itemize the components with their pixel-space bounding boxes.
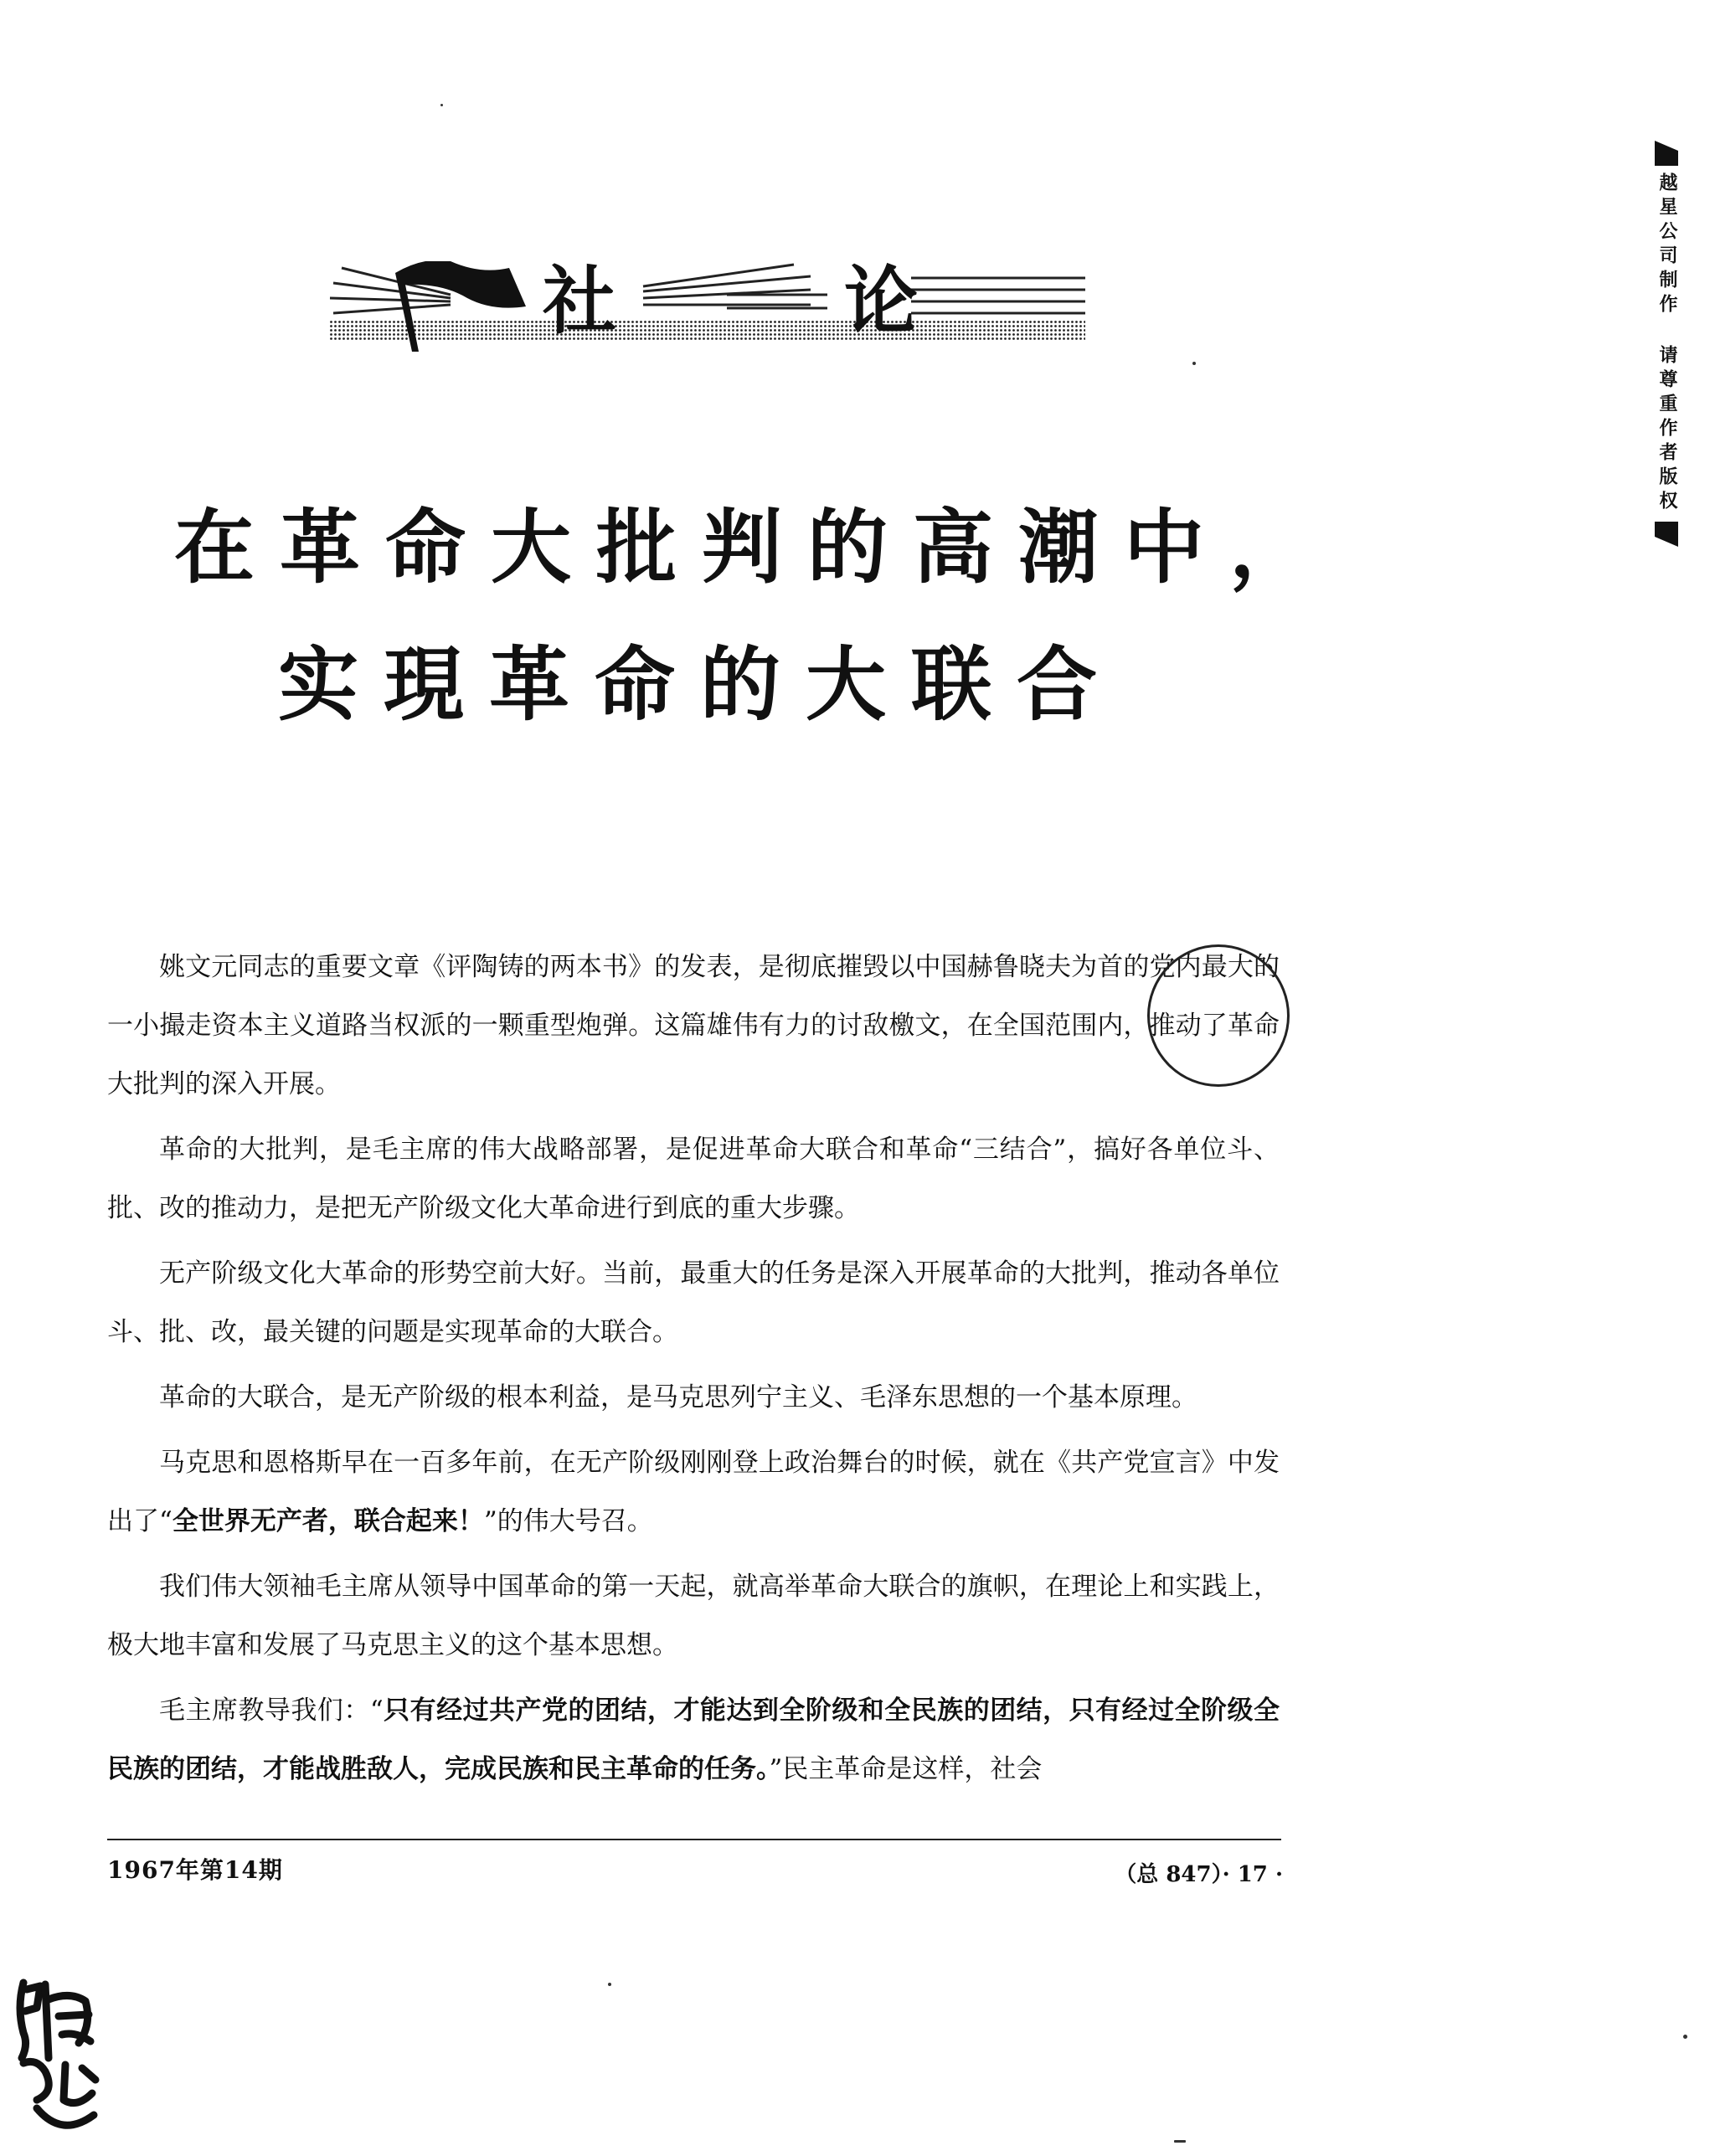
article-body [107, 938, 1280, 1805]
copyright-strip [1651, 141, 1682, 547]
strip-marker-top [1655, 141, 1678, 166]
scan-speck [1174, 2140, 1186, 2143]
scan-speck [608, 1983, 611, 1986]
paragraph-text: 无产阶级文化大革命的形势空前大好。当前，最重大的任务是深入开展革命的大批判，推动各单位斗、批、改，最关键的问题是实现革命的大联合。 [107, 1258, 1280, 1347]
footer-rule [107, 1839, 1281, 1840]
quotation-bold: 只有经过共产党的团结，才能达到全阶级和全民族的团结，只有经过全阶级全民族的团结，才能战胜敌人，完成民族和民主革命的任务。 [107, 1695, 1280, 1784]
paragraph-text: 革命的大联合，是无产阶级的根本利益，是马克思列宁主义、毛泽东思想的一个基本原理。 [159, 1382, 1197, 1412]
banner-label-she: 社 [543, 258, 617, 344]
circle-annotation [1147, 944, 1290, 1087]
copyright-text: 越星公司制作 请尊重作者版权 [1656, 172, 1677, 515]
headline-line-1: 在革命大批判的高潮中， [174, 501, 1335, 594]
body-paragraph [107, 1681, 1280, 1798]
page-number: （总 847）· 17 · [1115, 1862, 1283, 1887]
body-paragraph [107, 938, 1280, 1114]
strip-marker-bottom [1655, 522, 1678, 547]
editorial-banner [325, 258, 1089, 355]
paragraph-text: ”民主革命是这样，社会 [769, 1754, 1043, 1784]
paragraph-text: 姚文元同志的重要文章《评陶铸的两本书》的发表，是彻底摧毁以中国赫鲁晓夫为首的党内最大的一小撮走资本主义道路当权派的一颗重型炮弹。这篇雄伟有力的讨敌檄文，在全国范围内，推动了革命大批判的深入开展。 [107, 952, 1280, 1099]
quotation-bold: 全世界无产者，联合起来！ [172, 1506, 484, 1536]
issue-label: 1967年第14期 [107, 1856, 283, 1884]
body-paragraph [107, 1433, 1280, 1551]
body-paragraph [107, 1368, 1280, 1427]
body-paragraph [107, 1557, 1280, 1675]
paragraph-text: ”的伟大号召。 [483, 1506, 653, 1536]
headline-line-2: 实現革命的大联合 [278, 638, 1122, 732]
paragraph-text: 革命的大批判，是毛主席的伟大战略部署，是促进革命大联合和革命“三结合”，搞好各单位斗、批、改的推动力，是把无产阶级文化大革命进行到底的重大步骤。 [107, 1135, 1280, 1223]
seal-stamp-icon [12, 1974, 104, 2138]
banner-label-lun: 论 [844, 258, 919, 344]
scan-speck [1192, 362, 1196, 365]
paragraph-text: 毛主席教导我们：“ [159, 1695, 384, 1726]
flag-banner-icon [325, 258, 1089, 355]
paragraph-text: 我们伟大领袖毛主席从领导中国革命的第一天起，就高举革命大联合的旗帜，在理论上和实践上，极大地丰富和发展了马克思主义的这个基本思想。 [107, 1572, 1280, 1660]
scan-speck [1683, 2035, 1687, 2039]
body-paragraph [107, 1120, 1280, 1238]
body-paragraph [107, 1244, 1280, 1361]
scan-speck [440, 104, 443, 106]
paragraph-text: 马克思和恩格斯早在一百多年前，在无产阶级刚刚登上政治舞台的时候，就在《共产党宣言》中发出了“ [107, 1448, 1280, 1536]
